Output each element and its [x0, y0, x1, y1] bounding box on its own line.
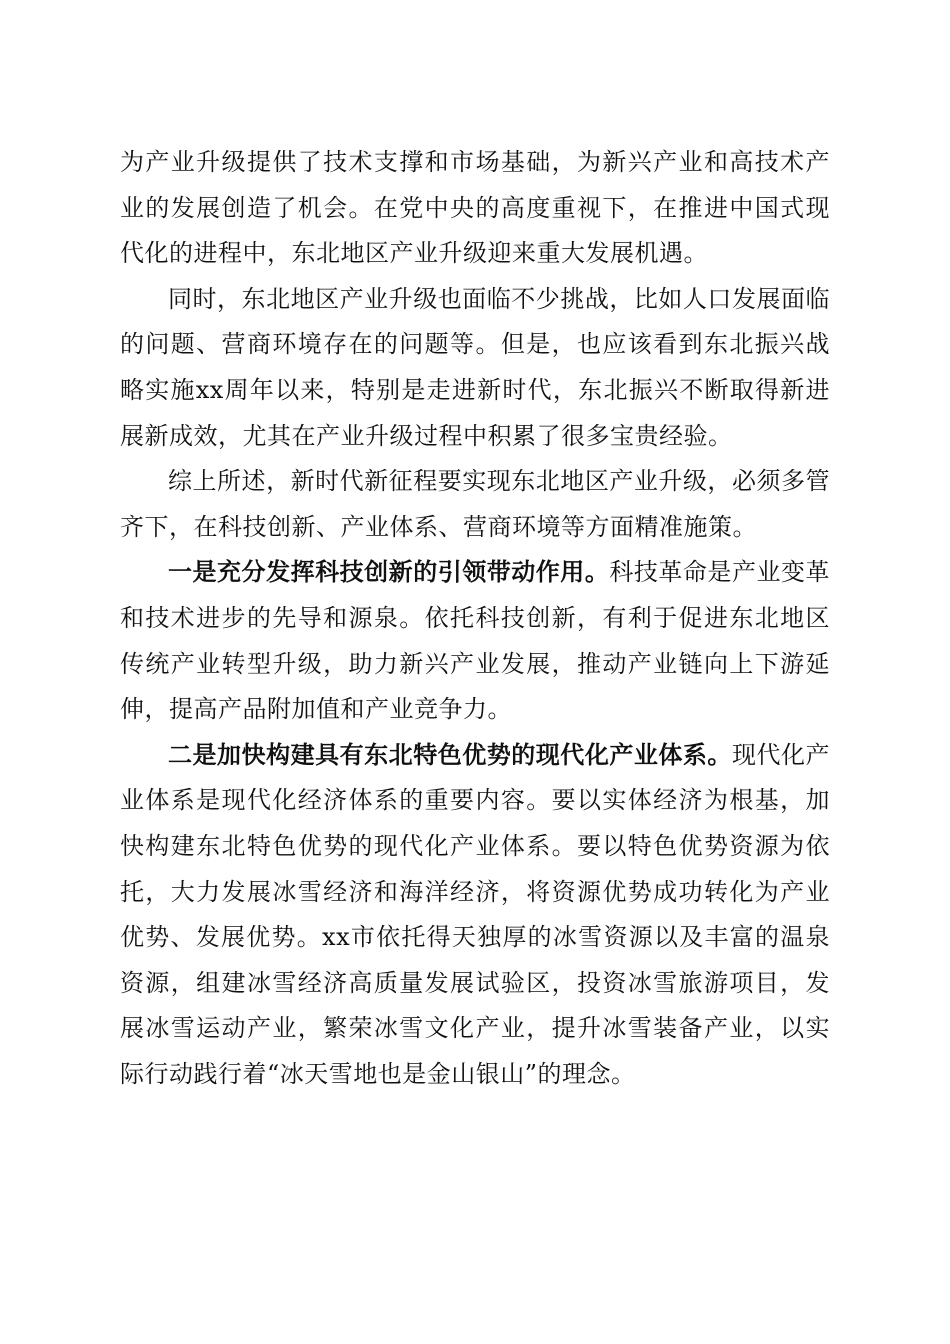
paragraph-3: 综上所述，新时代新征程要实现东北地区产业升级，必须多管齐下，在科技创新、产业体系、营商环境等方面精准施策。 [120, 467, 830, 541]
paragraph-1: 为产业升级提供了技术支撑和市场基础，为新兴产业和高技术产业的发展创造了机会。在党中央的高度重视下，在推进中国式现代化的进程中，东北地区产业升级迎来重大发展机遇。 [120, 148, 830, 268]
paragraph-5 [120, 733, 830, 1098]
paragraph-5-lead: 二是加快构建具有东北特色优势的现代化产业体系。 [168, 740, 732, 769]
paragraph-4-lead: 一是充分发挥科技创新的引领带动作用。 [168, 558, 610, 587]
paragraph-4-body: 科技革命是产业变革和技术进步的先导和源泉。依托科技创新，有利于促进东北地区传统产业转型升级，助力新兴产业发展，推动产业链向上下游延伸，提高产品附加值和产业竞争力。 [120, 558, 831, 724]
paragraph-5-body: 现代化产业体系是现代化经济体系的重要内容。要以实体经济为根基，加快构建东北特色优势的现代化产业体系。要以特色优势资源为依托，大力发展冰雪经济和海洋经济，将资源优势成功转化为产业优势、发展优势。xx市依托得天独厚的冰雪资源以及丰富的温泉资源，组建冰雪经济高质量发展试验区，投资冰雪旅游项目，发展冰雪运动产业，繁荣冰雪文化产业，提升冰雪装备产业，以实际行动践行着“冰天雪地也是金山银山”的理念。 [120, 740, 831, 1088]
paragraph-4 [120, 550, 830, 732]
paragraph-2: 同时，东北地区产业升级也面临不少挑战，比如人口发展面临的问题、营商环境存在的问题等。但是，也应该看到东北振兴战略实施xx周年以来，特别是走进新时代，东北振兴不断取得新进展新成效，尤其在产业升级过程中积累了很多宝贵经验。 [120, 284, 830, 450]
document-body [120, 140, 830, 1097]
